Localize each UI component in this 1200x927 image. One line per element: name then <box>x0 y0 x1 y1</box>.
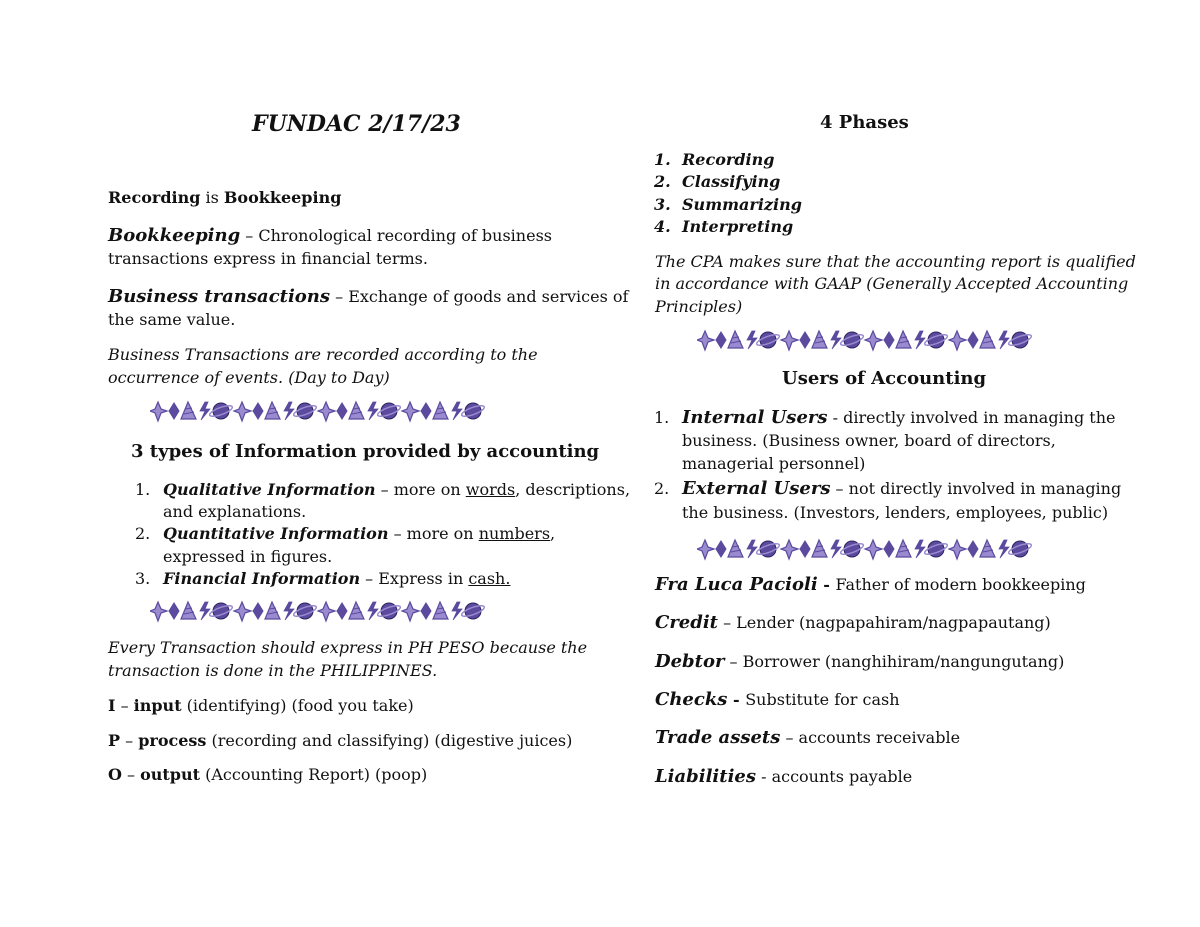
hat-icon <box>896 331 911 348</box>
diamond-icon <box>716 541 726 557</box>
business-transactions-note: Business Transactions are recorded according to the <box>108 345 538 364</box>
diamond-icon <box>421 403 431 419</box>
star-icon <box>318 602 335 621</box>
business-transactions-def-cont: the same value. <box>108 310 236 329</box>
bolt-icon <box>284 602 294 620</box>
diamond-icon <box>968 541 978 557</box>
phases-title: 4 Phases <box>820 112 909 133</box>
term-credit: Credit – Lender (nagpapahiram/nagpapautang) <box>655 612 1051 633</box>
phase-item: 1. Recording <box>654 150 775 169</box>
user-item-cont: the business. (Investors, lenders, employees, public) <box>682 503 1109 522</box>
star-icon <box>697 540 714 559</box>
diamond-icon <box>968 332 978 348</box>
bookkeeping-def: Bookkeeping – Chronological recording of business <box>108 225 552 246</box>
list-item: 3. Financial Information – Express in cash. <box>135 569 511 588</box>
bolt-icon <box>747 331 757 349</box>
bolt-icon <box>915 540 925 558</box>
diamond-icon <box>169 603 179 619</box>
list-item-cont: expressed in figures. <box>163 547 333 566</box>
decorative-border-2 <box>150 598 492 624</box>
ipo-output: O – output (Accounting Report) (poop) <box>108 765 428 784</box>
term-pacioli: Fra Luca Pacioli - Father of modern bookkeeping <box>655 574 1086 595</box>
star-icon <box>949 331 966 350</box>
cpa-note: The CPA makes sure that the accounting report is qualified <box>655 252 1136 271</box>
decorative-border-3 <box>697 327 1039 353</box>
business-transactions-note-cont: occurrence of events. (Day to Day) <box>108 368 390 387</box>
bolt-icon <box>999 331 1009 349</box>
star-icon <box>781 331 798 350</box>
diamond-icon <box>716 332 726 348</box>
bolt-icon <box>200 602 210 620</box>
bolt-icon <box>368 402 378 420</box>
hat-icon <box>265 602 280 619</box>
star-icon <box>150 402 167 421</box>
phase-item: 2. Classifying <box>654 172 781 191</box>
star-icon <box>402 402 419 421</box>
diamond-icon <box>800 541 810 557</box>
hat-icon <box>980 331 995 348</box>
term-trade-assets: Trade assets – accounts receivable <box>655 727 961 748</box>
hat-icon <box>896 540 911 557</box>
hat-icon <box>812 331 827 348</box>
hat-icon <box>181 602 196 619</box>
page-title: FUNDAC 2/17/23 <box>252 111 461 137</box>
star-icon <box>234 602 251 621</box>
star-icon <box>318 402 335 421</box>
star-icon <box>781 540 798 559</box>
star-icon <box>234 402 251 421</box>
ipo-process: P – process (recording and classifying) (digestive juices) <box>108 731 573 750</box>
hat-icon <box>181 402 196 419</box>
star-icon <box>697 331 714 350</box>
ipo-input: I – input (identifying) (food you take) <box>108 696 414 715</box>
phase-item: 3. Summarizing <box>654 195 802 214</box>
star-icon <box>150 602 167 621</box>
user-item: 1. Internal Users - directly involved in managing the <box>654 407 1116 428</box>
hat-icon <box>349 602 364 619</box>
hat-icon <box>728 540 743 557</box>
star-icon <box>865 540 882 559</box>
diamond-icon <box>421 603 431 619</box>
user-item-cont: business. (Business owner, board of directors, <box>682 431 1056 450</box>
diamond-icon <box>800 332 810 348</box>
diamond-icon <box>169 403 179 419</box>
bolt-icon <box>915 331 925 349</box>
diamond-icon <box>337 403 347 419</box>
peso-note: Every Transaction should express in PH PESO because the <box>108 638 588 657</box>
bolt-icon <box>368 602 378 620</box>
bolt-icon <box>200 402 210 420</box>
business-transactions-def: Business transactions – Exchange of goods and services of <box>108 286 629 307</box>
recording-line: Recording is Bookkeeping <box>108 188 342 207</box>
bolt-icon <box>999 540 1009 558</box>
phase-item: 4. Interpreting <box>654 217 794 236</box>
hat-icon <box>433 602 448 619</box>
star-icon <box>865 331 882 350</box>
bolt-icon <box>452 602 462 620</box>
hat-icon <box>265 402 280 419</box>
hat-icon <box>728 331 743 348</box>
list-item: 1. Qualitative Information – more on words, descriptions, <box>135 480 631 499</box>
info-types-heading: 3 types of Information provided by accounting <box>131 441 600 462</box>
term-checks: Checks - Substitute for cash <box>655 689 900 710</box>
star-icon <box>949 540 966 559</box>
bolt-icon <box>452 402 462 420</box>
cpa-note-cont: in accordance with GAAP (Generally Accepted Accounting <box>655 274 1129 293</box>
user-item: 2. External Users – not directly involved in managing <box>654 478 1122 499</box>
bolt-icon <box>831 540 841 558</box>
bolt-icon <box>831 331 841 349</box>
bolt-icon <box>284 402 294 420</box>
bolt-icon <box>747 540 757 558</box>
term-debtor: Debtor – Borrower (nanghihiram/nangungutang) <box>655 651 1065 672</box>
diamond-icon <box>884 541 894 557</box>
list-item: 2. Quantitative Information – more on numbers, <box>135 524 556 543</box>
decorative-border-1 <box>150 398 492 424</box>
diamond-icon <box>253 403 263 419</box>
diamond-icon <box>253 603 263 619</box>
users-heading: Users of Accounting <box>782 368 987 389</box>
peso-note-cont: transaction is done in the PHILIPPINES. <box>108 661 438 680</box>
star-icon <box>402 602 419 621</box>
list-item-cont: and explanations. <box>163 502 307 521</box>
diamond-icon <box>884 332 894 348</box>
bookkeeping-def-cont: transactions express in financial terms. <box>108 249 428 268</box>
hat-icon <box>812 540 827 557</box>
cpa-note-cont2: Principles) <box>655 297 743 316</box>
user-item-cont: managerial personnel) <box>682 454 866 473</box>
hat-icon <box>433 402 448 419</box>
term-liabilities: Liabilities - accounts payable <box>655 766 913 787</box>
decorative-border-4 <box>697 536 1039 562</box>
hat-icon <box>980 540 995 557</box>
hat-icon <box>349 402 364 419</box>
diamond-icon <box>337 603 347 619</box>
